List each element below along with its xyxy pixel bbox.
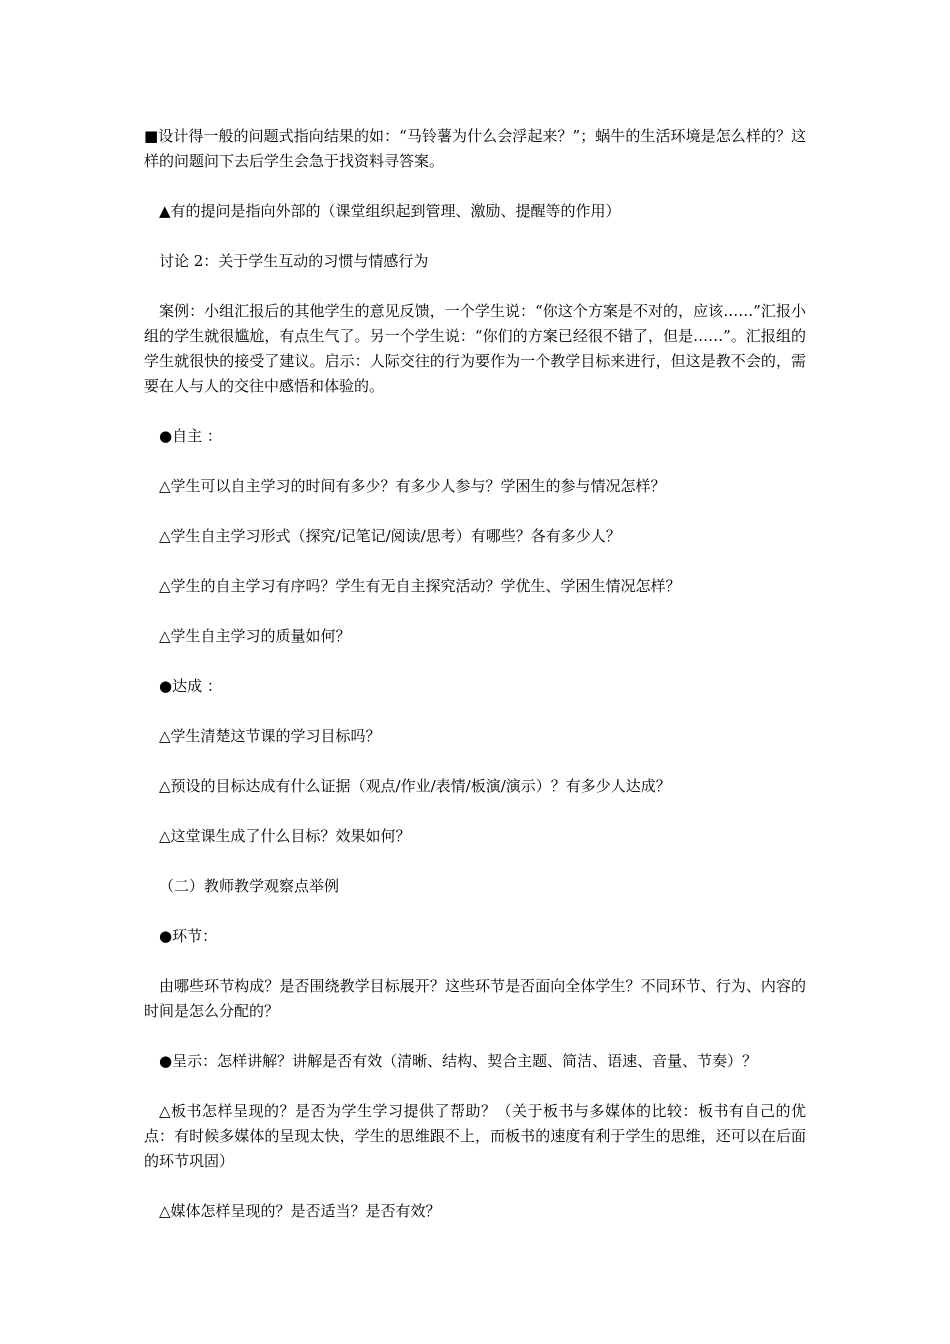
heading-achievement: ●达成 ： [159,677,222,695]
paragraph-discussion-2: 讨论 2：关于学生互动的习惯与情感行为 [159,252,429,270]
heading-autonomy: ●自主 ： [159,427,222,445]
list-item: △学生自主学习的质量如何？ [159,627,351,645]
list-item: △媒体怎样呈现的？是否适当？是否有效？ [159,1202,441,1220]
paragraph-external-question: ▲有的提问是指向外部的（课堂组织起到管理、激励、提醒等的作用） [159,202,621,220]
paragraph-presentation: ●呈示：怎样讲解？讲解是否有效（清晰、结构、契合主题、简洁、语速、音量、节奏）？ [159,1052,758,1070]
paragraph-stages: 由哪些环节构成？是否围绕教学目标展开？这些环节是否面向全体学生？不同环节、行为、内容的时间是怎么分配的？ [144,977,806,1020]
list-item: △学生的自主学习有序吗？学生有无自主探究活动？学优生、学困生情况怎样？ [159,577,681,595]
list-item: △预设的目标达成有什么证据（观点/作业/表情/板演/演示）？有多少人达成？ [159,777,671,795]
paragraph-case: 案例：小组汇报后的其他学生的意见反馈，一个学生说：“你这个方案是不对的，应该……”汇报小组的学生就很尴尬，有点生气了。另一个学生说：“你们的方案已经很不错了，但是……”。汇报组的学生就很快的接受了建议。启示：人际交往的行为要作为一个教学目标来进行，但这是教不会的，需要在人与人的交往中感悟和体验的。 [144,302,806,395]
heading-stages: ●环节： [159,927,218,945]
list-item: △学生清楚这节课的学习目标吗？ [159,727,381,745]
list-item: △这堂课生成了什么目标？效果如何？ [159,827,411,845]
document-body [144,124,806,1249]
list-item: △板书怎样呈现的？是否为学生学习提供了帮助？（关于板书与多媒体的比较：板书有自己的优点：有时候多媒体的呈现太快，学生的思维跟不上，而板书的速度有利于学生的思维，还可以在后面的环节巩固） [144,1102,806,1170]
section-heading-teacher: （二）教师教学观察点举例 [159,877,340,895]
list-item: △学生可以自主学习的时间有多少？有多少人参与？学困生的参与情况怎样？ [159,477,666,495]
list-item: △学生自主学习形式（探究/记笔记/阅读/思考）有哪些？各有多少人？ [159,527,621,545]
paragraph-question-example: ■设计得一般的问题式指向结果的如：“马铃薯为什么会浮起来？”；蜗牛的生活环境是怎么样的？这样的问题问下去后学生会急于找资料寻答案。 [144,127,806,170]
